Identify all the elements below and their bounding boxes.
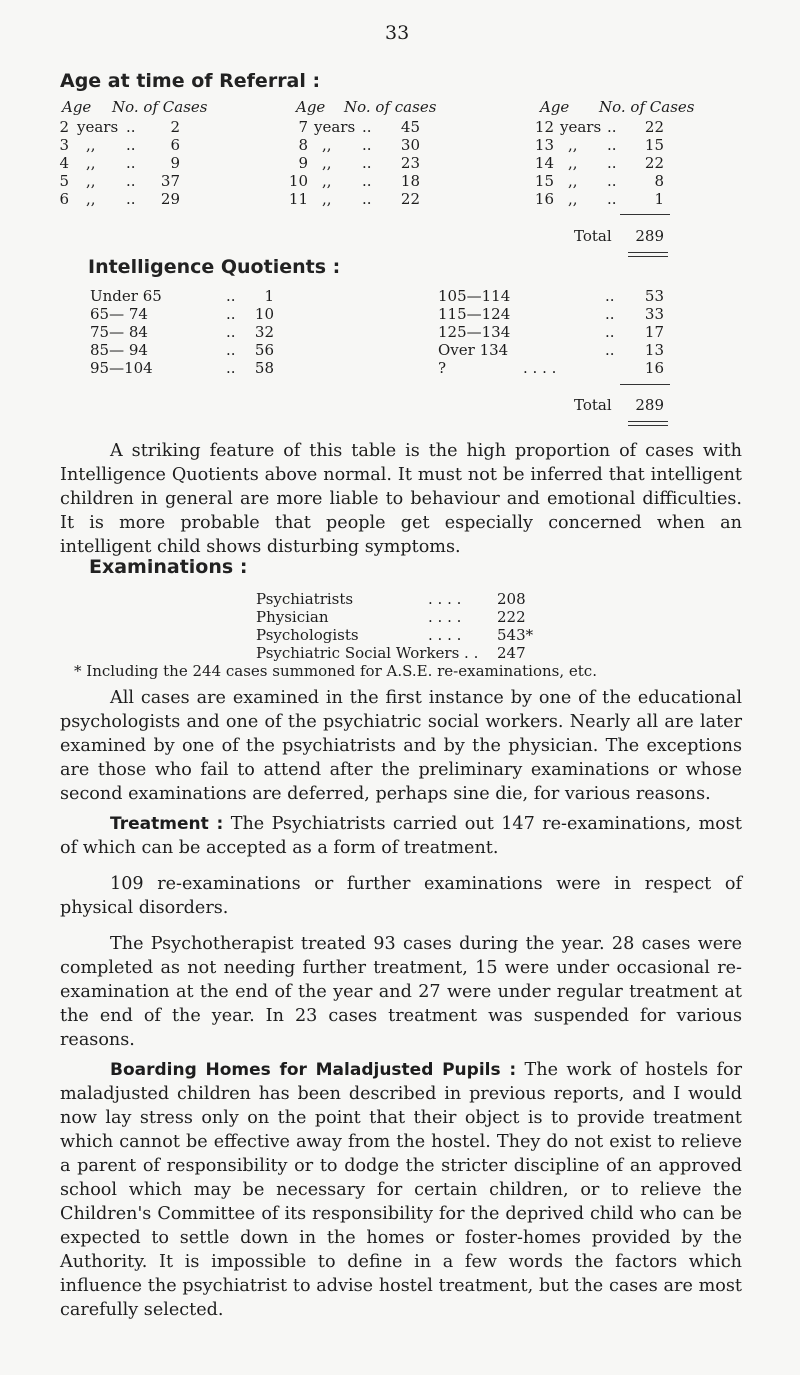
age-column-header: Age [62,98,92,116]
exam-count: 247 [497,644,526,662]
cases-column-header: No. of Cases [112,98,208,116]
age-unit: ,, [322,190,332,208]
iq-range: Under 65 [90,287,162,305]
iq-count: 56 [254,341,274,359]
leader-dots: .. [126,136,136,154]
leader-dots: .. [126,172,136,190]
age-unit: ,, [86,154,96,172]
leader-dots: .. [226,323,236,341]
examinations-footnote: * Including the 244 cases summoned for A.S.E. re-examinations, etc. [74,662,597,680]
leader-dots: .. [226,341,236,359]
treatment-text: The Psychiatrists carried out 147 re-examinations, most of which can be accepted as a form of treatment. [60,814,742,858]
age-value: 2 [59,118,69,136]
age-unit: ,, [322,136,332,154]
boarding-homes-text: The work of hostels for maladjusted children has been described in previous reports, and I would now lay stress only on the point that their object is to provide treatment which cannot be effective away from the hostel. They do not exist to relieve a parent of responsibility or to dodge the stricter discipline of an approved school which may be necessary for certain children, or to relieve the Children's Committee of its responsibility for the deprived child who can be expected to settle down in the homes or foster-homes provided by the Authority. It is impossible to define in a few words the factors which influence the psychiatrist to advise hostel treatment, but the cases are most carefully selected. [60,1060,743,1320]
exam-count: 543* [497,626,534,644]
leader-dots: .. [226,287,236,305]
leader-dots: .. [607,190,617,208]
treatment-paragraph [60,812,742,860]
age-value: 5 [59,172,69,190]
examiner-label: Psychologists [256,626,359,644]
iq-range: 105—114 [438,287,511,305]
iq-count: 53 [644,287,664,305]
iq-count: 33 [644,305,664,323]
exam-count: 222 [497,608,526,626]
examiner-label: Physician [256,608,329,626]
leader-dots: . . . . [428,626,462,644]
leader-dots: . . . . [428,590,462,608]
iq-range: ? [438,359,447,377]
case-count: 30 [400,136,420,154]
leader-dots: .. [607,172,617,190]
leader-dots: .. [226,305,236,323]
age-value: 13 [534,136,554,154]
treatment-paragraph-3: The Psychotherapist treated 93 cases during the year. 28 cases were completed as not needing further treatment, 15 were under occasional re-examination at the end of the year and 27 were under regular treatment at the end of the year. In 23 cases treatment was suspended for various reasons. [60,934,742,1050]
exam-count: 208 [497,590,526,608]
case-count: 29 [160,190,180,208]
iq-count: 1 [264,287,274,305]
leader-dots: . . . . [523,359,557,377]
age-value: 6 [59,190,69,208]
age-value: 7 [298,118,308,136]
age-unit: ,, [86,172,96,190]
age-value: 10 [288,172,308,190]
iq-paragraph: A striking feature of this table is the high proportion of cases with Intelligence Quotients above normal. It must not be inferred that intelligent children in general are more liable to behaviour and emotional difficulties. It is more probable that people get especially concerned when an intelligent child shows disturbing symptoms. [60,441,742,557]
examinations-paragraph: All cases are examined in the first instance by one of the educational psychologists and one of the psychiatric social workers. Nearly all are later examined by one of the psychiatrists and by the physician. The exceptions are those who fail to attend after the preliminary examinations or whose second examinations are deferred, perhaps sine die, for various reasons. [60,688,742,804]
case-count: 22 [400,190,420,208]
iq-range: 75— 84 [90,323,148,341]
leader-dots: .. [607,118,617,136]
age-value: 15 [534,172,554,190]
leader-dots: .. [126,190,136,208]
total-double-rule [628,252,668,257]
leader-dots: .. [362,154,372,172]
age-unit: years [560,118,602,136]
examiner-label: Psychiatrists [256,590,354,608]
boarding-homes-heading: Boarding Homes for Maladjusted Pupils : [110,1060,517,1080]
page-number: 33 [385,22,410,44]
leader-dots: .. [126,118,136,136]
treatment-paragraph-2: 109 re-examinations or further examinations were in respect of physical disorders. [60,874,742,918]
age-value: 11 [288,190,308,208]
leader-dots: .. [605,287,615,305]
iq-range: 125—134 [438,323,511,341]
age-value: 3 [59,136,69,154]
leader-dots: .. [362,190,372,208]
case-count: 18 [400,172,420,190]
total-label: Total [574,227,612,245]
examiner-label: Psychiatric Social Workers . . [256,644,479,662]
iq-count: 10 [254,305,274,323]
age-unit: years [77,118,119,136]
case-count: 45 [400,118,420,136]
iq-range: 115—124 [438,305,511,323]
case-count: 9 [170,154,180,172]
iq-range: Over 134 [438,341,509,359]
age-unit: ,, [568,190,578,208]
total-value: 289 [635,227,664,245]
age-unit: ,, [568,154,578,172]
age-column-header: Age [540,98,570,116]
age-unit: ,, [568,172,578,190]
age-unit: ,, [322,172,332,190]
leader-dots: .. [362,136,372,154]
case-count: 22 [644,154,664,172]
age-unit: ,, [568,136,578,154]
boarding-homes-paragraph [60,1058,742,1322]
age-unit: ,, [86,136,96,154]
age-value: 12 [534,118,554,136]
age-value: 14 [534,154,554,172]
leader-dots: .. [126,154,136,172]
leader-dots: .. [226,359,236,377]
leader-dots: .. [605,323,615,341]
iq-section-heading: Intelligence Quotients : [88,256,341,278]
age-value: 9 [298,154,308,172]
treatment-heading: Treatment : [110,814,224,834]
total-rule [620,384,670,385]
age-column-header: Age [296,98,326,116]
leader-dots: .. [362,172,372,190]
total-label: Total [574,396,612,414]
total-rule [620,214,670,215]
iq-count: 32 [254,323,274,341]
case-count: 15 [644,136,664,154]
examinations-heading: Examinations : [89,556,248,578]
leader-dots: .. [607,154,617,172]
age-unit: years [314,118,356,136]
iq-count: 16 [644,359,664,377]
total-double-rule [628,421,668,426]
total-value: 289 [635,396,664,414]
case-count: 8 [654,172,664,190]
age-unit: ,, [322,154,332,172]
case-count: 1 [654,190,664,208]
case-count: 2 [170,118,180,136]
iq-range: 65— 74 [90,305,148,323]
cases-column-header: No. of cases [344,98,437,116]
iq-range: 85— 94 [90,341,148,359]
cases-column-header: No. of Cases [599,98,695,116]
iq-count: 58 [254,359,274,377]
case-count: 37 [160,172,180,190]
leader-dots: .. [605,305,615,323]
case-count: 6 [170,136,180,154]
iq-count: 17 [644,323,664,341]
case-count: 23 [400,154,420,172]
leader-dots: .. [607,136,617,154]
leader-dots: .. [362,118,372,136]
leader-dots: . . . . [428,608,462,626]
iq-range: 95—104 [90,359,153,377]
leader-dots: .. [605,341,615,359]
age-unit: ,, [86,190,96,208]
age-value: 4 [59,154,69,172]
age-section-heading: Age at time of Referral : [60,70,321,92]
iq-count: 13 [644,341,664,359]
age-value: 8 [298,136,308,154]
case-count: 22 [644,118,664,136]
age-value: 16 [534,190,554,208]
